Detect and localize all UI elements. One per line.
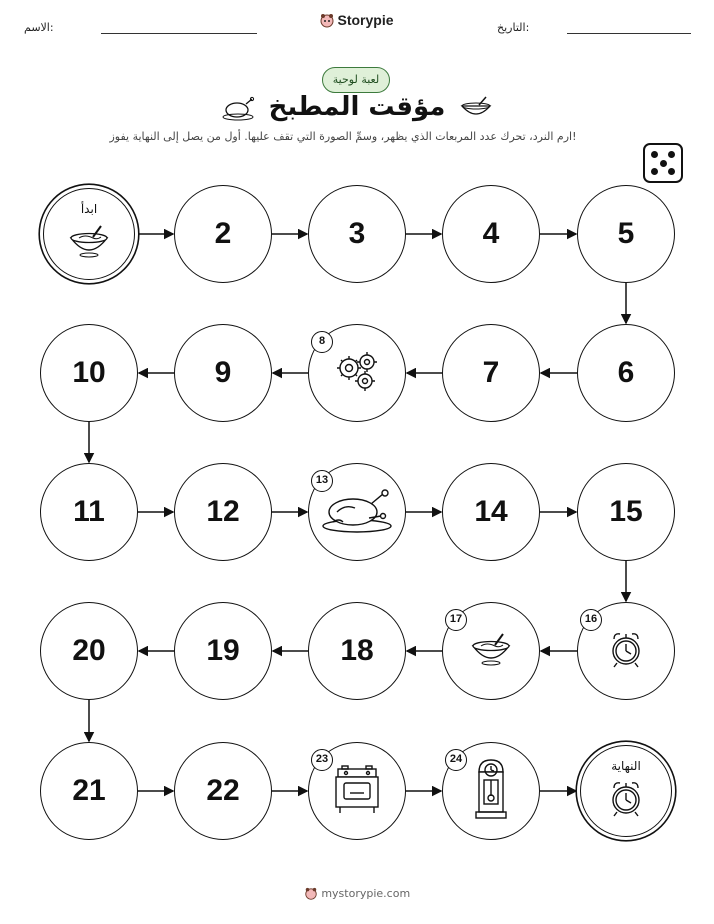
board-square-24 <box>442 742 540 840</box>
board-square-19 <box>174 602 272 700</box>
end-label: النهاية <box>611 759 641 773</box>
board-square-5 <box>577 185 675 283</box>
brand-name: Storypie <box>337 12 394 28</box>
square-number-tag: 17 <box>445 609 467 631</box>
alarm-clock-icon <box>608 629 644 673</box>
square-number: 11 <box>73 495 105 528</box>
board-square-14 <box>442 463 540 561</box>
square-number-tag: 8 <box>311 331 333 353</box>
date-label: التاريخ: <box>497 21 530 34</box>
square-number: 20 <box>72 634 106 667</box>
square-number: 14 <box>474 495 508 528</box>
square-number: 3 <box>348 217 366 250</box>
board-square-12 <box>174 463 272 561</box>
board-square-8 <box>308 324 406 422</box>
title-text: مؤقت المطبخ <box>268 92 446 122</box>
stove-icon <box>332 763 382 819</box>
square-number: 18 <box>340 634 374 667</box>
grandfather-clock-icon <box>473 758 509 824</box>
alarm-clock-icon <box>608 778 644 822</box>
bowl-icon <box>67 224 111 262</box>
roast-chicken-icon <box>319 486 395 538</box>
square-number-tag: 24 <box>445 749 467 771</box>
board-square-7 <box>442 324 540 422</box>
name-label: الاسم: <box>24 21 54 34</box>
square-number-tag: 13 <box>311 470 333 492</box>
square-number-tag: 23 <box>311 749 333 771</box>
board-square-17 <box>442 602 540 700</box>
board-square-23 <box>308 742 406 840</box>
board-square-13 <box>308 463 406 561</box>
square-number: 22 <box>206 774 240 807</box>
board-square-18 <box>308 602 406 700</box>
square-number: 19 <box>206 634 240 667</box>
board-square-11 <box>40 463 138 561</box>
board-square-9 <box>174 324 272 422</box>
board-square-16 <box>577 602 675 700</box>
board-square-2 <box>174 185 272 283</box>
footer-url <box>0 887 714 901</box>
square-number: 2 <box>214 217 232 250</box>
board-square-22 <box>174 742 272 840</box>
square-number: 15 <box>609 495 643 528</box>
board-square-3 <box>308 185 406 283</box>
gears-icon <box>333 350 381 396</box>
board-square-1 <box>43 188 135 280</box>
square-number: 6 <box>617 356 635 389</box>
footer-text: mystorypie.com <box>321 887 411 900</box>
bowl-icon <box>469 632 513 670</box>
start-label: ابدأ <box>80 202 98 216</box>
board-square-15 <box>577 463 675 561</box>
board-square-6 <box>577 324 675 422</box>
game-type-badge: لعبة لوحية <box>322 67 390 93</box>
square-number: 4 <box>482 217 500 250</box>
square-number: 10 <box>72 356 106 389</box>
board-square-20 <box>40 602 138 700</box>
storypie-logo-icon <box>304 887 318 901</box>
square-number: 9 <box>214 356 232 389</box>
square-number: 5 <box>617 217 635 250</box>
board-square-21 <box>40 742 138 840</box>
board-square-10 <box>40 324 138 422</box>
square-number: 21 <box>72 774 106 807</box>
square-number-tag: 16 <box>580 609 602 631</box>
board-square-4 <box>442 185 540 283</box>
square-number: 12 <box>206 495 240 528</box>
board-square-25 <box>580 745 672 837</box>
instructions: ارم النرد، تحرك عدد المربعات الذي يظهر، وسمِّ الصورة التي تقف عليها. أول من يصل إلى النهاية يفوز! <box>109 130 577 143</box>
square-number: 7 <box>482 356 500 389</box>
